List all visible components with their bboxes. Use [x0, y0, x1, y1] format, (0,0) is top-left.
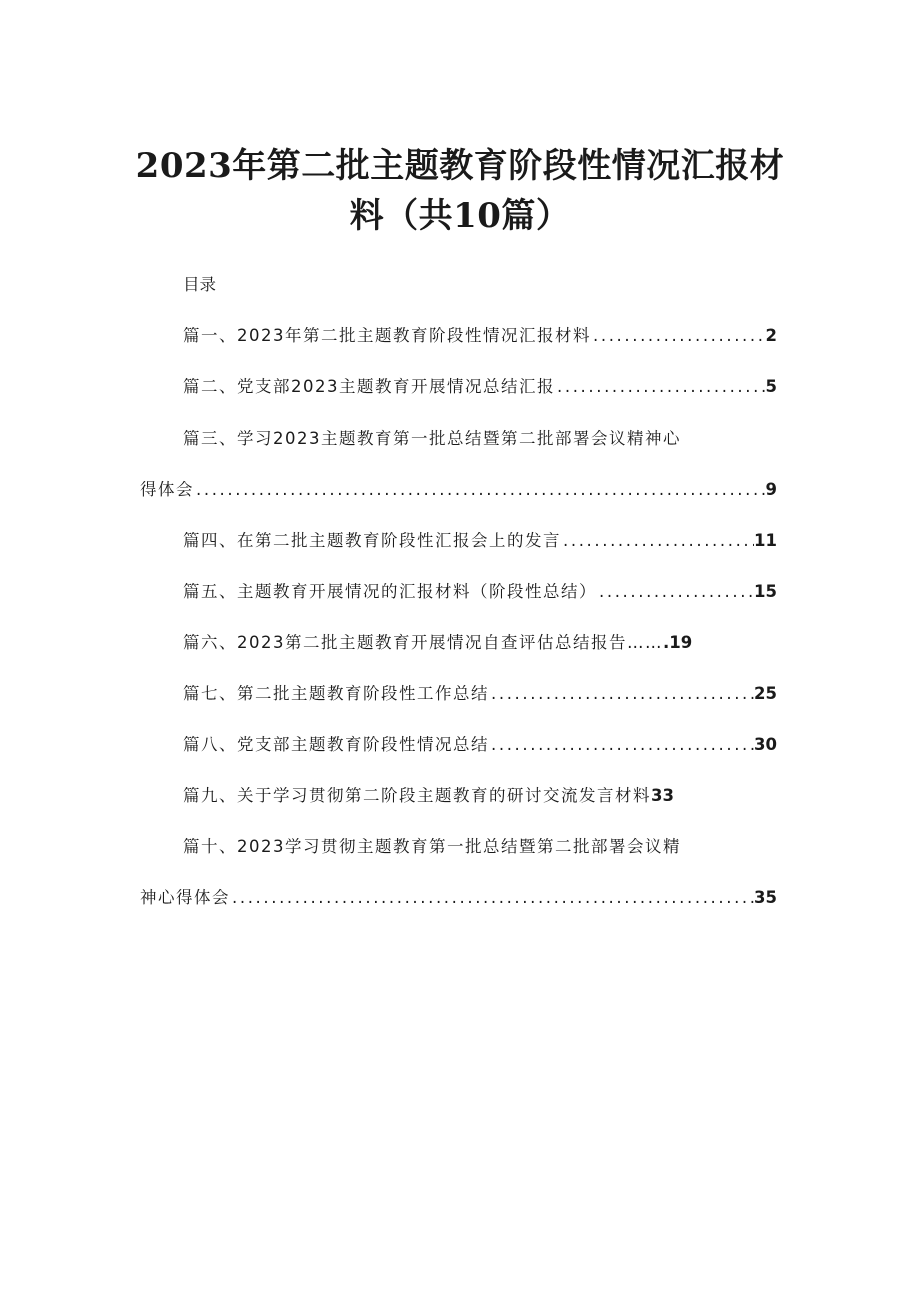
toc-entry-title: 篇七、第二批主题教育阶段性工作总结: [183, 684, 489, 703]
toc-entry-page: 25: [754, 684, 777, 703]
toc-entry-page: 2: [765, 326, 777, 345]
document-title-line-2: 料（共10篇）: [349, 196, 571, 236]
toc-entry-page: 9: [765, 480, 777, 499]
toc-entry-title: 篇六、2023第二批主题教育开展情况自查评估总结报告……: [183, 633, 663, 652]
toc-entry-title: 篇一、2023年第二批主题教育阶段性情况汇报材料: [183, 326, 591, 345]
toc-entry-title: 篇四、在第二批主题教育阶段性汇报会上的发言: [183, 531, 561, 550]
toc-entry-title: 篇九、关于学习贯彻第二阶段主题教育的研讨交流发言材料: [183, 786, 651, 805]
toc-heading: 目录: [183, 275, 216, 294]
toc-entry-3-continuation[interactable]: [140, 476, 777, 502]
toc-entry-10[interactable]: [183, 833, 743, 859]
toc-entry-title-continuation: 神心得体会: [140, 888, 230, 907]
toc-entry-page: 11: [754, 531, 777, 550]
toc-entry-title: 篇十、2023学习贯彻主题教育第一批总结暨第二批部署会议精: [183, 837, 681, 856]
toc-entry-9[interactable]: [183, 782, 743, 808]
toc-entry-title: 篇八、党支部主题教育阶段性情况总结: [183, 735, 489, 754]
toc-entry-3[interactable]: [183, 425, 743, 451]
toc-entry-title: 篇二、党支部2023主题教育开展情况总结汇报: [183, 377, 555, 396]
toc-entry-title: 篇五、主题教育开展情况的汇报材料（阶段性总结）: [183, 582, 597, 601]
toc-entry-page: 33: [651, 786, 674, 805]
toc-leader-dots: [489, 735, 754, 754]
toc-entry-5[interactable]: [183, 578, 777, 604]
toc-leader-dots: [230, 888, 754, 907]
toc-entry-6[interactable]: [183, 629, 743, 655]
toc-leader-dots: [489, 684, 754, 703]
toc-entry-7[interactable]: [183, 680, 777, 706]
toc-entry-10-continuation[interactable]: [140, 884, 777, 910]
toc-entry-1[interactable]: [183, 322, 777, 348]
document-title-line-1: 2023年第二批主题教育阶段性情况汇报材: [135, 146, 785, 186]
toc-entry-title-continuation: 得体会: [140, 480, 194, 499]
toc-entry-4[interactable]: [183, 527, 777, 553]
toc-entry-2[interactable]: [183, 373, 777, 399]
toc-entry-page: .19: [663, 633, 693, 652]
toc-leader-dots: [597, 582, 754, 601]
toc-leader-dots: [591, 326, 766, 345]
toc-leader-dots: [555, 377, 766, 396]
toc-entry-title: 篇三、学习2023主题教育第一批总结暨第二批部署会议精神心: [183, 429, 681, 448]
toc-entry-page: 15: [754, 582, 777, 601]
toc-entry-page: 5: [765, 377, 777, 396]
toc-leader-dots: [194, 480, 766, 499]
toc-leader-dots: [561, 531, 754, 550]
toc-entry-8[interactable]: [183, 731, 777, 757]
toc-entry-page: 35: [754, 888, 777, 907]
toc-entry-page: 30: [754, 735, 777, 754]
